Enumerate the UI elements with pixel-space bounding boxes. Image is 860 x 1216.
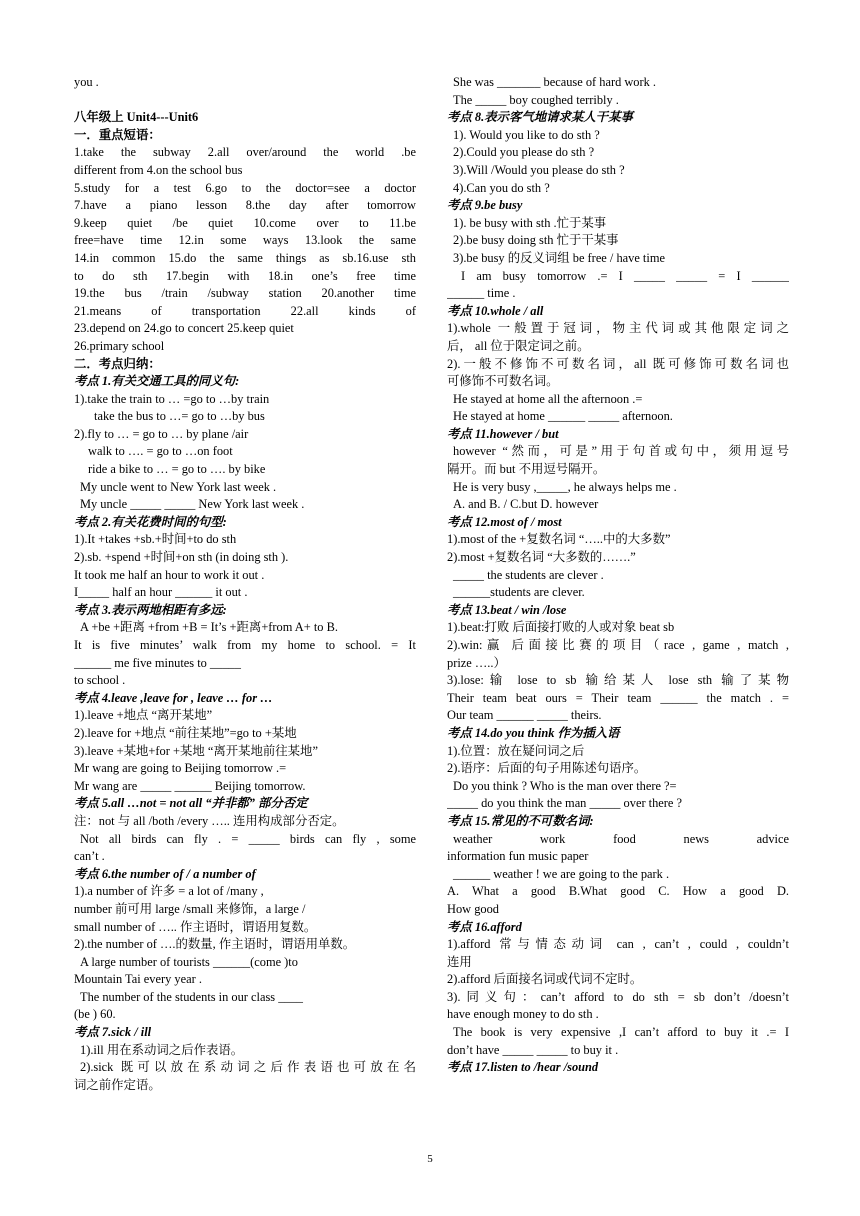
text-line: 26.primary school (74, 338, 165, 353)
text-line: 1).ill 用在系动词之后作表语。 (80, 1042, 244, 1057)
text-line: 1).beat:打败 后面接打败的人或对象 beat sb (447, 620, 675, 635)
text-line: 1). be busy with sth .忙于某事 (453, 215, 607, 230)
section-heading: 考点 12.most of / most (447, 514, 562, 529)
text-line: 2).fly to … = go to … by plane /air (74, 426, 249, 441)
text-line: Our team ______ _____ theirs. (447, 708, 602, 723)
text-line: She was _______ because of hard work . (453, 75, 657, 89)
page-number: 5 (427, 1153, 433, 1165)
text-line: number 前可用 large /small 来修饰，a large / (74, 901, 306, 916)
text-line: I am busy tomorrow .= I _____ _____ = I ______ (461, 268, 789, 283)
text-line: 可修饰不可数名词。 (447, 374, 559, 389)
section-heading: 考点 6.the number of / a number of (74, 866, 256, 881)
text-line: It is five minutes’ walk from my home to school. = It (74, 638, 416, 652)
section-heading: 考点 17.listen to /hear /sound (447, 1060, 599, 1075)
text-line: Their team beat ours = Their team ______ the match . = (447, 690, 789, 705)
section-heading: 考点 10.whole / all (447, 303, 544, 318)
text-line: can’t . (74, 849, 105, 864)
text-line: have enough money to do sth . (447, 1007, 599, 1022)
text-line: 3).lose:输 lose to sb 输给某人 lose sth 输了某物 (447, 673, 789, 688)
text-line (74, 92, 416, 110)
text-line: The number of the students in our class ____ (80, 989, 303, 1004)
text-line: 2).一般不修饰不可数名词，all 既可修饰可数名词也 (447, 356, 789, 371)
text-line: 2).sick 既可以放在系动词之后作表语也可放在名 (80, 1060, 416, 1075)
text-line: 4).Can you do sth ? (453, 180, 550, 195)
section-heading: 考点 1.有关交通工具的同义句: (74, 374, 240, 389)
text-line: 19.the bus /train /subway station 20.another time (74, 286, 416, 301)
text-line: 2).win:赢 后面接比赛的项目（race , game , match , (447, 638, 789, 652)
section-heading: 考点 9.be busy (447, 198, 523, 213)
text-line: I_____ half an hour ______ it out . (74, 585, 248, 600)
text-line: you . (74, 75, 99, 89)
text-line: He stayed at home all the afternoon .= (453, 391, 643, 406)
section-heading: 考点 5.all …not = not all “并非都” 部分否定 (74, 796, 308, 811)
text-line: 3).Will /Would you please do sth ? (453, 162, 625, 177)
text-line: The book is very expensive ,I can’t afford to buy it .= I (453, 1025, 789, 1040)
text-line: small number of ….. 作主语时，谓语用复数。 (74, 919, 317, 934)
text-line: 23.depend on 24.go to concert 25.keep quiet (74, 321, 294, 336)
text-line: prize …..） (447, 655, 506, 670)
text-line: ______ weather ! we are going to the park . (453, 866, 670, 881)
text-line: 21.means of transportation 22.all kinds of (74, 303, 416, 318)
text-line: 1).take the train to … =go to …by train (74, 391, 270, 406)
section-heading: 考点 16.afford (447, 919, 522, 934)
text-line: Do you think ? Who is the man over there ?= (453, 778, 677, 793)
text-line: 一．重点短语： (74, 127, 161, 142)
text-line: ______ time . (447, 286, 516, 301)
text-line: How good (447, 901, 499, 916)
text-line: 2).most +复数名词 “大多数的…….” (447, 550, 636, 565)
section-heading: 考点 4.leave ,leave for , leave … for … (74, 690, 273, 705)
text-line: 2).the number of ….的数量, 作主语时，谓语用单数。 (74, 937, 356, 952)
text-line: Mr wang are _____ ______ Beijing tomorrow. (74, 778, 306, 793)
text-line: 3).同义句：can’t afford to do sth = sb don’t /doesn’t (447, 989, 789, 1004)
section-heading: 考点 11.however / but (447, 426, 559, 441)
text-line: 2).语序：后面的句子用陈述句语序。 (447, 761, 647, 776)
text-line: don’t have _____ _____ to buy it . (447, 1042, 619, 1057)
text-line: A. and B. / C.but D. however (453, 497, 599, 512)
text-line: ______students are clever. (453, 585, 585, 600)
text-line: 2).sb. +spend +时间+on sth (in doing sth ). (74, 550, 289, 565)
text-line: walk to …. = go to …on foot (88, 444, 233, 459)
text-line: 1).afford 常与情态动词 can , can’t , could , couldn’t (447, 937, 789, 952)
section-heading: 考点 3.表示两地相距有多远: (74, 602, 227, 617)
text-line: 1).whole 一般置于冠词，物主代词或其他限定词之 (447, 321, 789, 336)
text-line: weather work food news advice (453, 831, 789, 846)
text-line: 注：not 与 all /both /every ….. 连用构成部分否定。 (74, 813, 345, 828)
section-heading: 考点 8.表示客气地请求某人干某事 (447, 110, 633, 125)
text-line: A. What a good B.What good C. How a good D. (447, 884, 789, 899)
text-line: 八年级上 Unit4---Unit6 (74, 110, 199, 125)
section-heading: 考点 15.常见的不可数名词: (447, 813, 594, 828)
text-line: _____ do you think the man _____ over there ? (447, 796, 683, 811)
text-line: 7.have a piano lesson 8.the day after tomorrow (74, 198, 416, 213)
text-line: A +be +距离 +from +B = It’s +距离+from A+ to B. (80, 620, 338, 635)
text-line: _____ the students are clever . (453, 567, 604, 582)
text-line: 1).leave +地点 “离开某地” (74, 708, 213, 723)
section-heading: 考点 2.有关花费时间的句型: (74, 514, 227, 529)
section-heading: 考点 14.do you think 作为插入语 (447, 725, 620, 740)
text-line: information fun music paper (447, 849, 589, 864)
section-heading: 考点 13.beat / win /lose (447, 602, 567, 617)
text-line: Mountain Tai every year . (74, 972, 202, 987)
text-line: 2).be busy doing sth 忙于干某事 (453, 233, 619, 248)
text-line: My uncle _____ _____ New York last week . (80, 497, 305, 512)
text-line: The _____ boy coughed terribly . (453, 92, 619, 107)
text-line: My uncle went to New York last week . (80, 479, 277, 494)
text-line: 连用 (447, 954, 472, 969)
text-line: 3).leave +某地+for +某地 “离开某地前往某地” (74, 743, 318, 758)
text-line: ride a bike to … = go to …. by bike (88, 462, 266, 477)
text-line: ______ me five minutes to _____ (74, 655, 241, 670)
text-line: different from 4.on the school bus (74, 162, 243, 177)
text-line: 词之前作定语。 (74, 1077, 161, 1092)
text-line: free=have time 12.in some ways 13.look the same (74, 233, 416, 248)
text-line: Mr wang are going to Beijing tomorrow .= (74, 761, 287, 776)
section-heading: 考点 7.sick / ill (74, 1025, 152, 1040)
text-line: 2).afford 后面接名词或代词不定时。 (447, 972, 643, 987)
text-line: 1.take the subway 2.all over/around the world .be (74, 145, 416, 160)
text-line: to school . (74, 673, 126, 688)
text-line: 14.in common 15.do the same things as sb.16.use sth (74, 250, 416, 265)
text-line: 1).a number of 许多 = a lot of /many , (74, 884, 264, 899)
text-line: It took me half an hour to work it out . (74, 567, 265, 582)
text-line: He is very busy ,_____, he always helps me . (453, 479, 677, 494)
text-line: 后， all 位于限定词之前。 (447, 338, 590, 353)
text-line: Not all birds can fly . = _____ birds can fly , some (80, 831, 416, 846)
text-line: 5.study for a test 6.go to the doctor=see a doctor (74, 180, 416, 195)
text-line: 二．考点归纳： (74, 356, 161, 371)
right-column (447, 74, 789, 1077)
left-column (74, 74, 416, 1094)
text-line: 2).leave for +地点 “前往某地”=go to +某地 (74, 725, 297, 740)
text-line: 隔开。而 but 不用逗号隔开。 (447, 462, 606, 477)
text-line: 1).most of the +复数名词 “…..中的大多数” (447, 532, 671, 547)
text-line: 2).Could you please do sth ? (453, 145, 595, 160)
text-line: (be ) 60. (74, 1007, 116, 1022)
text-line: to do sth 17.begin with 18.in one’s free time (74, 268, 416, 283)
text-line: however “然而，可是”用于句首或句中，须用逗号 (453, 444, 789, 459)
text-line: 1).位置：放在疑问词之后 (447, 743, 585, 758)
text-line: A large number of tourists ______(come )to (80, 954, 298, 969)
text-line: 3).be busy 的反义词组 be free / have time (453, 250, 665, 265)
text-line: 9.keep quiet /be quiet 10.come over to 11.be (74, 215, 416, 230)
text-line: take the bus to …= go to …by bus (94, 409, 265, 424)
text-line: 1). Would you like to do sth ? (453, 127, 600, 142)
text-line: 1).It +takes +sb.+时间+to do sth (74, 532, 237, 547)
text-line: He stayed at home ______ _____ afternoon. (453, 409, 673, 424)
